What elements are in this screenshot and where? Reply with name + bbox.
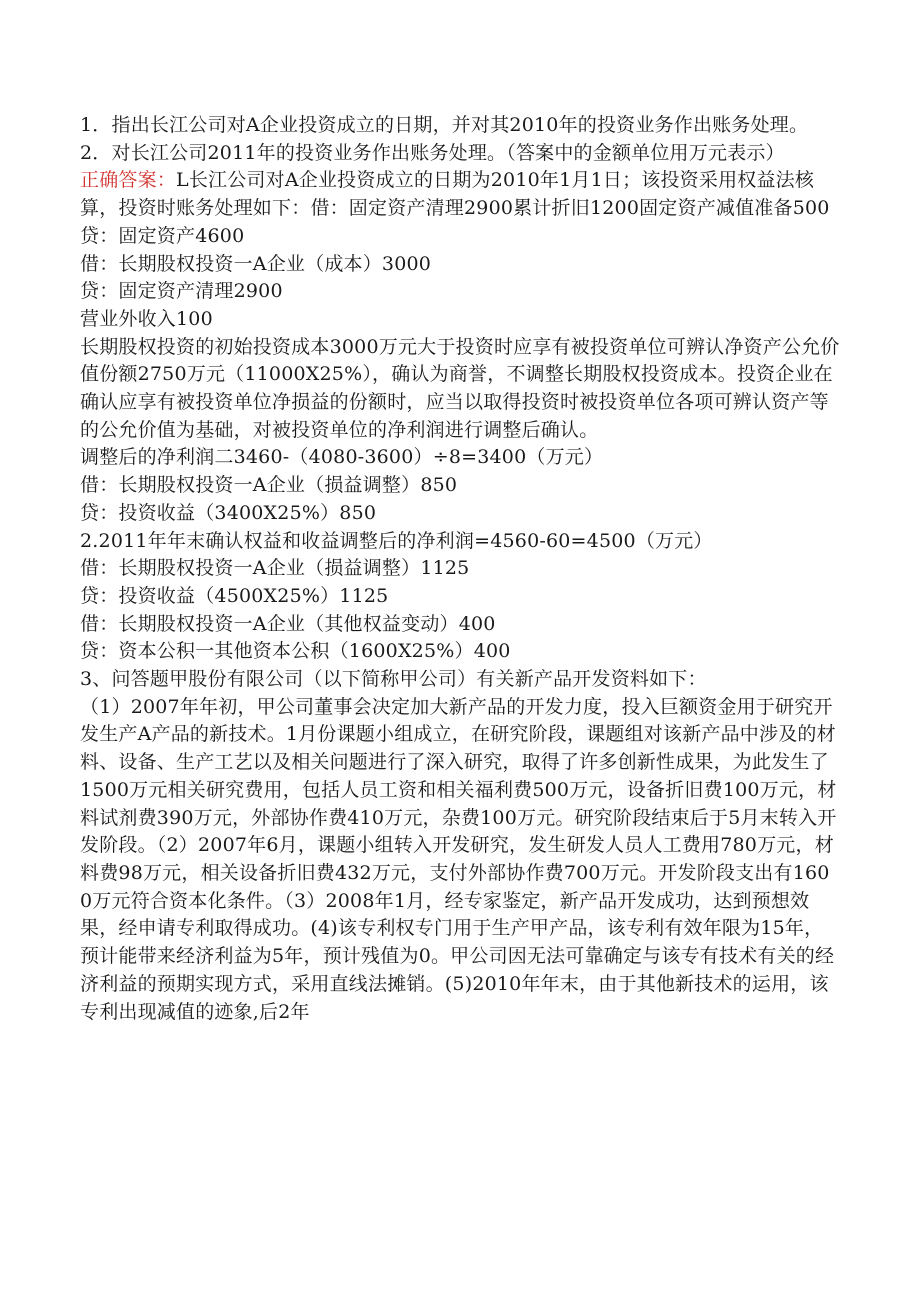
- answer-paragraph: [80, 167, 840, 222]
- entry-debit-pl-adj-1125: 借：长期股权投资一A企业（损益调整）1125: [80, 557, 470, 580]
- entry-debit-pl-adj-850: 借：长期股权投资一A企业（损益调整）850: [80, 474, 458, 497]
- entry-credit-invest-income-1125: 贷：投资收益（4500X25%）1125: [80, 584, 389, 607]
- document-page: [80, 112, 840, 1026]
- question-3-intro: 3、问答题甲股份有限公司（以下简称甲公司）有关新产品开发资料如下：: [80, 668, 707, 691]
- entry-credit-disposal: 贷：固定资产清理2900: [80, 280, 283, 303]
- entry-credit-fixed-assets: 贷：固定资产4600: [80, 224, 245, 247]
- adjusted-profit-line: 调整后的净利润二3460-（4080-3600）÷8=3400（万元）: [80, 446, 604, 469]
- answer-label: 正确答案：: [80, 169, 177, 192]
- entry-credit-invest-income-850: 贷：投资收益（3400X25%）850: [80, 501, 377, 524]
- entry-debit-other-equity-400: 借：长期股权投资一A企业（其他权益变动）400: [80, 612, 496, 635]
- entry-credit-capital-reserve-400: 贷：资本公积一其他资本公积（1600X25%）400: [80, 640, 511, 663]
- question-3-body: （1）2007年年初，甲公司董事会决定加大新产品的开发力度，投入巨额资金用于研究开发生产A产品的新技术。1月份课题小组成立，在研究阶段，课题组对该新产品中涉及的材料、设备、生产工艺以及相关问题进行了深入研究，取得了许多创新性成果，为此发生了1500万元相关研究费用，包括人员工资和相关福利费500万元，设备折旧费100万元，材料试剂费390万元，外部协作费410万元，杂费100万元。研究阶段结束后于5月末转入开发阶段。（2）2007年6月，课题小组转入开发研究，发生研发人员人工费用780万元，材料费98万元，相关设备折旧费432万元，支付外部协作费700万元。开发阶段支出有1600万元符合资本化条件。（3）2008年1月，经专家鉴定，新产品开发成功，达到预想效果，经申请专利取得成功。(4)该专利权专门用于生产甲产品，该专利有效年限为15年，预计能带来经济利益为5年，预计残值为0。甲公司因无法可靠确定与该专有技术有关的经济利益的预期实现方式，采用直线法摊销。(5)2010年年末，由于其他新技术的运用，该专利出现减值的迹象,后2年: [80, 695, 837, 1023]
- goodwill-paragraph: 长期股权投资的初始投资成本3000万元大于投资时应享有被投资单位可辨认净资产公允价值份额2750万元（11000X25%），确认为商誉，不调整长期股权投资成本。投资企业在确认应享有被投资单位净损益的份额时，应当以取得投资时被投资单位各项可辨认资产等的公允价值为基础，对被投资单位的净利润进行调整后确认。: [80, 335, 840, 441]
- question-1: 1．指出长江公司对A企业投资成立的日期，并对其2010年的投资业务作出账务处理。: [80, 114, 809, 136]
- question-2: 2．对长江公司2011年的投资业务作出账务处理。（答案中的金额单位用万元表示）: [80, 141, 785, 164]
- entry-nonoperating-income: 营业外收入100: [80, 307, 213, 330]
- entry-debit-lte-cost: 借：长期股权投资一A企业（成本）3000: [80, 252, 432, 275]
- profit-2011-line: 2.2011年年末确认权益和收益调整后的净利润=4560-60=4500（万元）: [80, 529, 713, 552]
- answer-intro: L长江公司对A企业投资成立的日期为2010年1月1日；该投资采用权益法核算，投资时账务处理如下：借：固定资产清理2900累计折旧1200固定资产减值准备500: [80, 169, 830, 220]
